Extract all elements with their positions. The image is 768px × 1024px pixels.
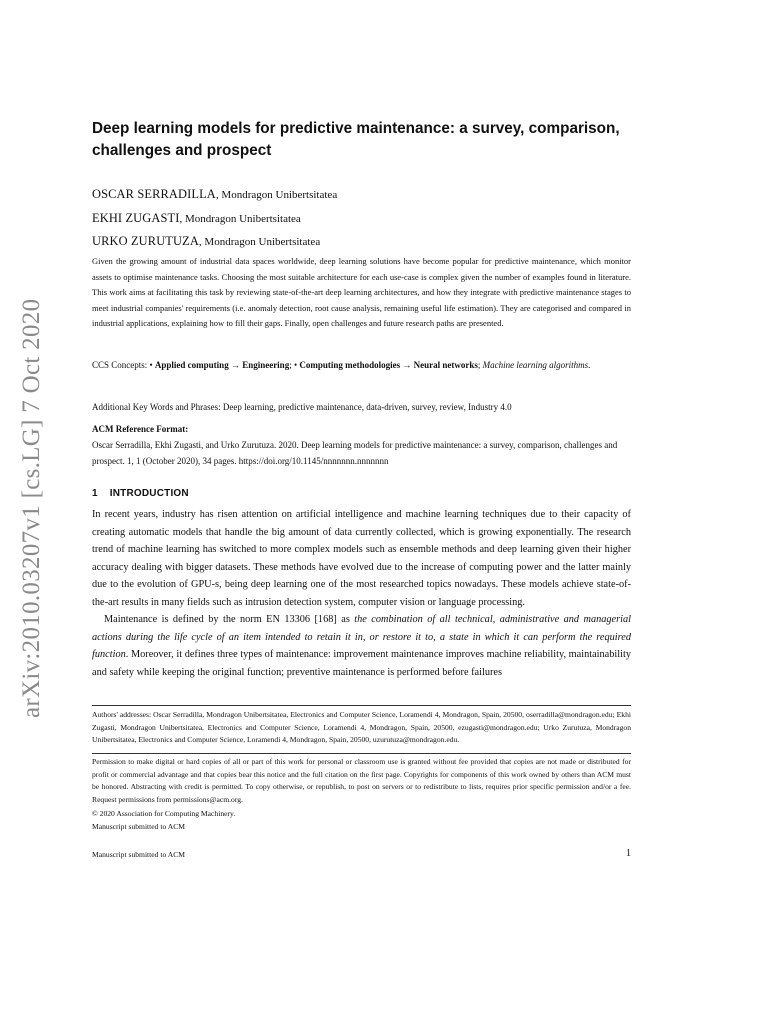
paragraph — [92, 611, 631, 681]
section-title: INTRODUCTION — [109, 488, 189, 499]
author-name: URKO ZURUTUZA — [92, 234, 199, 248]
author-affiliation: , Mondragon Unibertsitatea — [179, 212, 301, 225]
section-heading — [92, 486, 189, 502]
ccs-label: CCS Concepts: — [92, 360, 150, 370]
copyright-notice: © 2020 Association for Computing Machinery. — [92, 809, 236, 818]
submission-note: Manuscript submitted to ACM — [92, 822, 186, 831]
introduction-body — [92, 506, 631, 681]
author-entry — [92, 230, 631, 254]
author-name: EKHI ZUGASTI — [92, 210, 180, 225]
arxiv-identifier-stamp: arXiv:2010.03207v1 [cs.LG] 7 Oct 2020 — [18, 298, 45, 718]
author-name: OSCAR SERRADILLA — [92, 187, 216, 201]
authors-addresses-footnote: Authors' addresses: Oscar Serradilla, Mondragon Unibertsitatea, Electronics and Computer Science, Loramendi 4, Mondragon, Spain, 20500, oserradilla@mondragon.edu; Ekhi Zugasti, Mondragon Unibertsitatea, Electronics and Computer Science, Loramendi 4, Mondragon, Spain, 20500, ezugasti@mondragon.edu; Urko Zurutuza, Mondragon Unibertsitatea, Electronics and Computer Science, Loramendi 4, Mondragon, Spain, 20500, uzurutuza@mondragon.edu. — [92, 710, 631, 745]
author-entry — [92, 183, 631, 207]
permission-notice: Permission to make digital or hard copies of all or part of this work for personal or classroom use is granted without fee provided that copies are not made or distributed for profit or commercial advantage and that copies bear this notice and the full citation on the first page. Copyrights for components of this work owned by others than ACM must be honored. Abstracting with credit is permitted. To copy otherwise, or republish, to post on servers or to redistribute to lists, requires prior specific permission and/or a fee. Request permissions from permissions@acm.org. — [92, 757, 631, 804]
paragraph: In recent years, industry has risen attention on artificial intelligence and machine learning techniques due to their capacity of creating automatic models that handle the big amount of data currently collected, which is growing exponentially. The research trend of machine learning has switched to more complex models such as ensemble methods and deep learning given their higher accuracy dealing with bigger datasets. These methods have evolved due to the increase of computing power and the latter mainly due to the evolution of GPU-s, being deep learning one of the most researched topics nowadays. These models achieve state-of-the-art results in many fields such as intrusion detection system, computer vision or language processing. — [92, 509, 631, 608]
section-number: 1 — [92, 488, 98, 499]
page-number: 1 — [626, 848, 631, 859]
ccs-concept: Machine learning algorithms — [482, 360, 589, 370]
ccs-concept: Computing methodologies → Neural networks — [299, 360, 478, 370]
reference-format-heading: ACM Reference Format: — [92, 424, 189, 434]
bullet-icon: • — [293, 360, 298, 370]
footnote-divider — [92, 705, 631, 706]
reference-format-text: Oscar Serradilla, Ekhi Zugasti, and Urko Zurutuza. 2020. Deep learning models for predictive maintenance: a survey, comparison, challenges and prospect. 1, 1 (October 2020), 34 pages. https://doi.org/10.1145/nnnnnnn.nnnnnnn — [92, 440, 618, 466]
author-affiliation: , Mondragon Unibertsitatea — [198, 236, 321, 248]
ccs-concepts — [92, 358, 631, 374]
permission-divider — [92, 753, 631, 754]
author-entry — [92, 207, 631, 231]
running-footer: Manuscript submitted to ACM — [92, 850, 186, 859]
paragraph-text: Maintenance is defined by the norm EN 13306 [168] as — [104, 614, 355, 625]
author-list — [92, 183, 631, 254]
keywords: Additional Key Words and Phrases: Deep learning, predictive maintenance, data-driven, survey, review, Industry 4.0 — [92, 402, 512, 412]
author-affiliation: , Mondragon Unibertsitatea — [215, 189, 338, 201]
abstract: Given the growing amount of industrial data spaces worldwide, deep learning solutions have become popular for predictive maintenance, which monitor assets to optimise maintenance tasks. Choosing the most suitable architecture for each use-case is complex given the number of examples found in literature. This work aims at facilitating this task by reviewing state-of-the-art deep learning architectures, and how they integrate with predictive maintenance stages to meet industrial companies' requirements (i.e. anomaly detection, root cause analysis, remaining useful life estimation). They are categorised and compared in industrial applications, explaining how to fill their gaps. Finally, open challenges and future research paths are presented. — [92, 256, 631, 329]
bullet-icon: • — [149, 360, 153, 370]
ccs-concept: Applied computing → Engineering — [154, 360, 290, 370]
ccs-end: . — [588, 360, 591, 370]
definition-quote: the combination of all technical, administrative and managerial actions during the life cycle of an item intended to retain it in, or restore it to, a state in which it can perform the required function — [92, 614, 631, 660]
paper-title: Deep learning models for predictive maintenance: a survey, comparison, challenges and prospect — [92, 120, 620, 159]
ccs-separator: ; — [289, 360, 294, 370]
paragraph-text: . Moreover, it defines three types of maintenance: improvement maintenance improves machine reliability, maintainability and safety while keeping the original function; preventive maintenance is performed before failures — [92, 649, 631, 678]
ccs-separator: ; — [477, 360, 483, 370]
